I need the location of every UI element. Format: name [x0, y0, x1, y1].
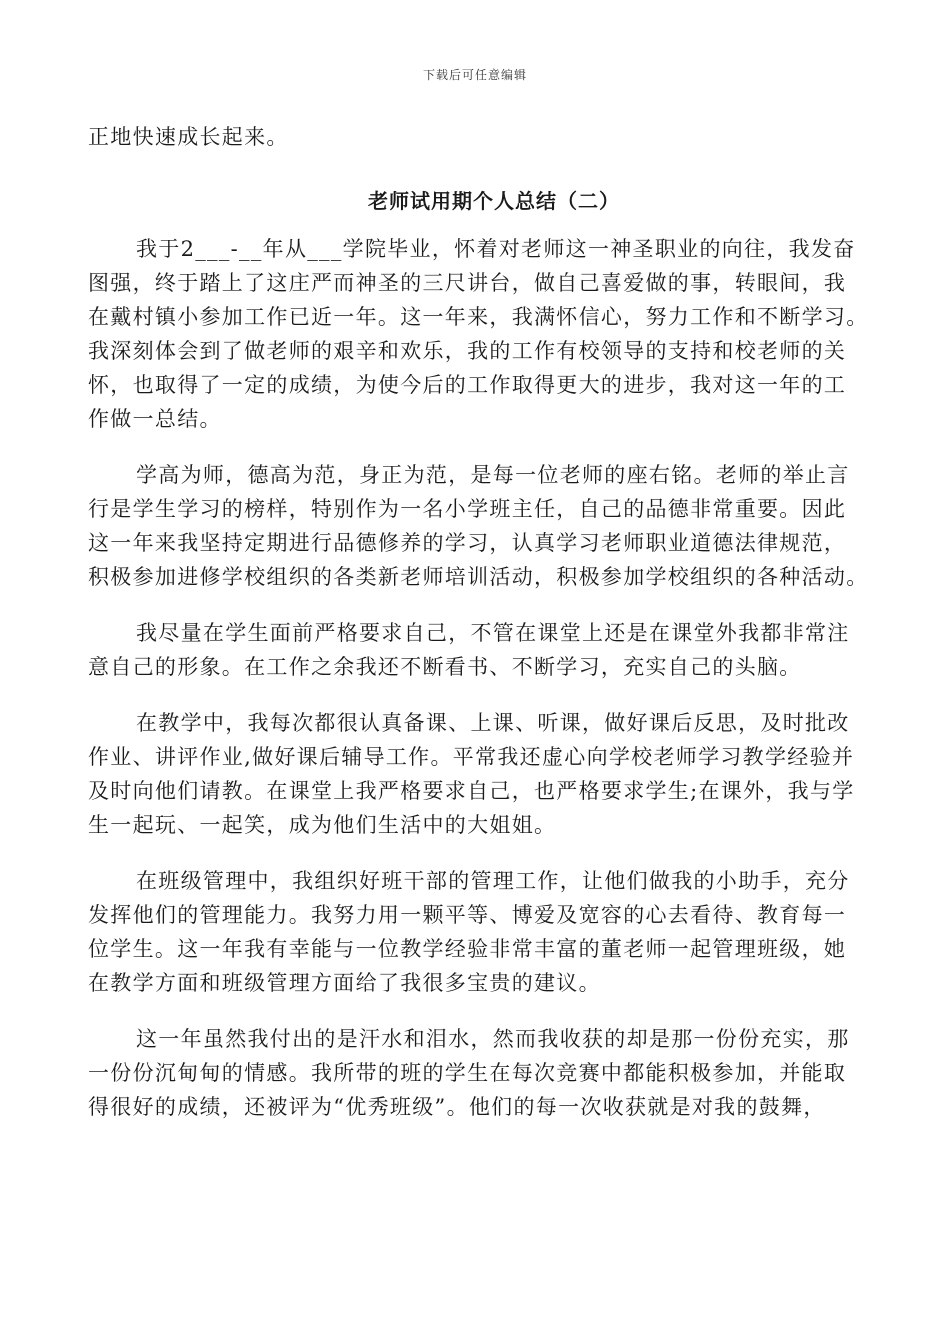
paragraph-line: 位学生。这一年我有幸能与一位教学经验非常丰富的董老师一起管理班级，她	[88, 937, 847, 961]
paragraph-1	[88, 232, 869, 436]
paragraph-line: 积极参加进修学校组织的各类新老师培训活动，积极参加学校组织的各种活动。	[88, 565, 869, 589]
paragraph-line: 意自己的形象。在工作之余我还不断看书、不断学习，充实自己的头脑。	[88, 655, 802, 679]
paragraph-4	[88, 706, 860, 842]
paragraph-line: 在教学中，我每次都很认真备课、上课、听课，做好课后反思，及时批改	[136, 711, 850, 735]
section-title: 老师试用期个人总结（二）	[368, 189, 620, 213]
lead-line: 正地快速成长起来。	[88, 125, 289, 149]
paragraph-line: 在班级管理中，我组织好班干部的管理工作，让他们做我的小助手，充分	[136, 869, 850, 893]
paragraph-line: 图强，终于踏上了这庄严而神圣的三尺讲台，做自己喜爱做的事，转眼间，我	[88, 271, 847, 295]
paragraph-line: 我于2___-__年从___学院毕业，怀着对老师这一神圣职业的向往，我发奋	[136, 237, 856, 261]
paragraph-line: 生一起玩、一起笑，成为他们生活中的大姐姐。	[88, 813, 557, 837]
paragraph-line: 一份份沉甸甸的情感。我所带的班的学生在每次竞赛中都能积极参加，并能取	[88, 1061, 847, 1085]
paragraph-line: 学高为师，德高为范，身正为范，是每一位老师的座右铭。老师的举止言	[136, 463, 850, 487]
paragraph-line: 作业、讲评作业,做好课后辅导工作。平常我还虚心向学校老师学习教学经验并	[88, 745, 855, 769]
paragraph-line: 在戴村镇小参加工作已近一年。这一年来，我满怀信心，努力工作和不断学习。	[88, 305, 869, 329]
paragraph-line: 行是学生学习的榜样，特别作为一名小学班主任，自己的品德非常重要。因此	[88, 497, 847, 521]
paragraph-line: 及时向他们请教。在课堂上我严格要求自己，也严格要求学生;在课外，我与学	[88, 779, 855, 803]
paragraph-line: 这一年虽然我付出的是汗水和泪水，然而我收获的却是那一份份充实，那	[136, 1027, 850, 1051]
paragraph-6	[88, 1022, 860, 1124]
paragraph-line: 得很好的成绩，还被评为“优秀班级”。他们的每一次收获就是对我的鼓舞，	[88, 1095, 826, 1119]
paragraph-2	[88, 458, 869, 594]
paragraph-line: 这一年来我坚持定期进行品德修养的学习，认真学习老师职业道德法律规范，	[88, 531, 847, 555]
paragraph-3	[88, 616, 860, 684]
paragraph-line: 在教学方面和班级管理方面给了我很多宝贵的建议。	[88, 971, 601, 995]
paragraph-line: 我尽量在学生面前严格要求自己，不管在课堂上还是在课堂外我都非常注	[136, 621, 850, 645]
document-body	[88, 120, 869, 1146]
paragraph-line: 我深刻体会到了做老师的艰辛和欢乐，我的工作有校领导的支持和校老师的关	[88, 339, 847, 363]
paragraph-line: 怀，也取得了一定的成绩，为使今后的工作取得更大的进步，我对这一年的工	[88, 373, 847, 397]
paragraph-5	[88, 864, 860, 1000]
paragraph-line: 作做一总结。	[88, 407, 222, 431]
paragraph-line: 发挥他们的管理能力。我努力用一颗平等、博爱及宽容的心去看待、教育每一	[88, 903, 847, 927]
header-note: 下载后可任意编辑	[422, 68, 527, 82]
